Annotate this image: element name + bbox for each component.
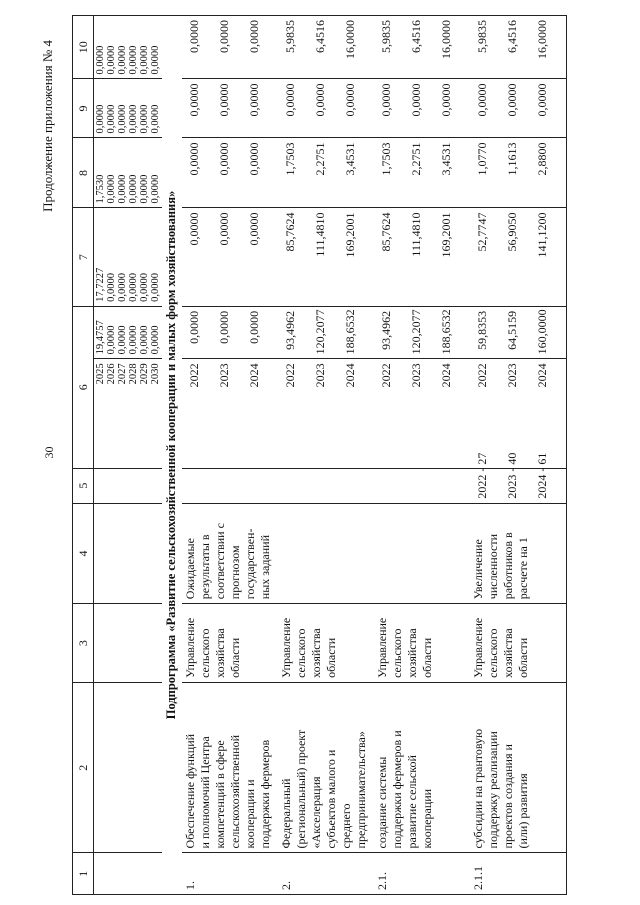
item-federal-value: 141,1200 xyxy=(535,212,549,258)
item-year-value: 2023 xyxy=(217,363,231,388)
item-name-line: проектов создания и xyxy=(501,744,515,849)
continued-rows xyxy=(94,16,163,895)
continued-c10 xyxy=(94,16,163,79)
item-federal xyxy=(470,208,567,306)
value-cell: 0,0000 xyxy=(106,45,117,75)
item-local-value: 0,0000 xyxy=(187,83,201,117)
item-indicator xyxy=(470,452,567,503)
item-year-value: 2022 xyxy=(187,363,201,388)
item-local-value: 0,0000 xyxy=(535,83,549,117)
item-federal xyxy=(374,208,470,306)
item-year-value: 2023 xyxy=(313,363,327,388)
page-number: 30 xyxy=(42,446,56,459)
item-regional-value: 2,8800 xyxy=(535,142,549,176)
item-local-value: 0,0000 xyxy=(475,83,489,117)
item-executor-line: области xyxy=(516,637,530,678)
item-total-value: 93,4962 xyxy=(283,310,297,350)
item-year xyxy=(470,359,567,468)
value-cell: 0,0000 xyxy=(128,104,139,134)
item-regional-value: 0,0000 xyxy=(187,142,201,176)
item-name-line: компетенций в сфере xyxy=(213,740,227,849)
item-regional-value: 1,1613 xyxy=(505,142,519,176)
item-local xyxy=(374,79,470,138)
item-year-value: 2024 xyxy=(343,363,357,388)
value-cell: 0,0000 xyxy=(95,45,106,75)
item-executor xyxy=(182,604,278,683)
item-name-line: «Акселерация xyxy=(309,776,323,849)
item-regional-value: 1,7503 xyxy=(283,142,297,176)
year-cell: 2029 xyxy=(139,363,150,385)
item-name-line: субсидии на грантовую xyxy=(471,728,485,849)
item-indicator-value xyxy=(439,473,469,499)
item-federal-value: 169,2001 xyxy=(343,212,357,258)
value-cell: 0,0000 xyxy=(117,174,128,204)
year-cell: 2025 xyxy=(95,363,106,385)
year-cell: 2028 xyxy=(128,363,139,385)
header-cell-9: 9 xyxy=(73,79,94,138)
item-other xyxy=(470,16,567,79)
item-name-line: (или) развития xyxy=(516,773,530,849)
item-indicator-value xyxy=(247,473,277,499)
item-year xyxy=(278,359,374,468)
item-other-value: 6,4516 xyxy=(505,20,519,53)
item-total xyxy=(470,306,567,358)
item-name-line: среднего xyxy=(339,803,353,849)
item-local-value: 0,0000 xyxy=(505,83,519,117)
continued-c6 xyxy=(94,306,163,358)
item-other-value: 0,0000 xyxy=(247,20,261,53)
item-regional-value: 3,4531 xyxy=(439,142,453,176)
item-name-line: развитие сельской xyxy=(405,755,419,849)
item-total xyxy=(278,306,374,358)
item-executor xyxy=(374,604,470,683)
continued-c8 xyxy=(94,138,163,208)
value-cell: 0,0000 xyxy=(95,104,106,134)
item-federal-value: 111,4810 xyxy=(313,212,327,257)
item-indicator-value xyxy=(313,473,343,499)
continued-name xyxy=(94,682,163,853)
value-cell: 0,0000 xyxy=(150,272,161,302)
item-regional xyxy=(278,138,374,208)
value-cell: 0,0000 xyxy=(106,272,117,302)
value-cell: 0,0000 xyxy=(106,174,117,204)
item-other-value: 16,0000 xyxy=(439,20,453,59)
value-cell: 0,0000 xyxy=(150,325,161,355)
item-name-line: создание системы xyxy=(375,756,389,849)
item-year-value: 2023 xyxy=(505,363,519,388)
item-executor-line: сельского xyxy=(294,628,308,678)
table-row xyxy=(278,16,374,895)
item-indicator xyxy=(182,468,278,503)
item-result-line: работников в xyxy=(501,532,515,600)
item-year-value: 2024 xyxy=(535,363,549,388)
item-other-value: 5,9835 xyxy=(475,20,489,53)
item-year xyxy=(182,359,278,468)
item-regional xyxy=(470,138,567,208)
item-executor-line: области xyxy=(324,637,338,678)
item-number: 2.1.1 xyxy=(470,853,567,895)
item-indicator-value xyxy=(217,473,247,499)
item-result-line: Увеличение xyxy=(471,539,485,600)
item-executor-line: сельского xyxy=(486,628,500,678)
header-cell-1: 1 xyxy=(73,853,94,895)
program-table xyxy=(72,15,567,895)
year-cell: 2027 xyxy=(117,363,128,385)
continued-exec xyxy=(94,604,163,683)
value-cell: 1,7530 xyxy=(95,174,106,204)
item-executor-line: хозяйства xyxy=(213,628,227,678)
item-federal-value: 0,0000 xyxy=(247,212,261,246)
table-row xyxy=(470,16,567,895)
item-local-value: 0,0000 xyxy=(439,83,453,117)
value-cell: 0,0000 xyxy=(139,174,150,204)
item-regional-value: 2,2751 xyxy=(313,142,327,176)
item-other-value: 5,9835 xyxy=(379,20,393,53)
item-name xyxy=(278,682,374,853)
item-total-value: 120,2077 xyxy=(313,309,327,355)
item-executor-line: области xyxy=(228,637,242,678)
item-total-value: 0,0000 xyxy=(217,310,231,344)
item-name-line: поддержку реализации xyxy=(486,731,500,849)
item-number: 2. xyxy=(278,853,374,895)
item-name xyxy=(470,682,567,853)
item-regional xyxy=(182,138,278,208)
item-total-value: 93,4962 xyxy=(379,310,393,350)
item-total-value: 188,6532 xyxy=(343,309,357,355)
item-total-value: 0,0000 xyxy=(187,310,201,344)
continued-result xyxy=(94,503,163,604)
item-total-value: 160,0000 xyxy=(535,309,549,355)
value-cell: 0,0000 xyxy=(128,325,139,355)
item-name-line: поддержки фермеров и xyxy=(390,730,404,849)
item-local xyxy=(182,79,278,138)
item-name-line: сельскохозяйственной xyxy=(228,734,242,849)
item-local-value: 0,0000 xyxy=(409,83,423,117)
item-total-value: 120,2077 xyxy=(409,309,423,355)
header-cell-10: 10 xyxy=(73,16,94,79)
value-cell: 0,0000 xyxy=(139,45,150,75)
item-local xyxy=(278,79,374,138)
item-federal-value: 0,0000 xyxy=(187,212,201,246)
item-year-value: 2022 xyxy=(379,363,393,388)
value-cell: 0,0000 xyxy=(128,45,139,75)
header-cell-4: 4 xyxy=(73,503,94,604)
value-cell: 0,0000 xyxy=(117,45,128,75)
item-other-value: 0,0000 xyxy=(187,20,201,53)
value-cell: 0,0000 xyxy=(117,104,128,134)
subprogram-title: Подпрограмма «Развитие сельскохозяйственной кооперации и малых форм хозяйствования» xyxy=(162,16,182,895)
item-federal-value: 111,4810 xyxy=(409,212,423,257)
continued-c7 xyxy=(94,208,163,306)
header-cell-3: 3 xyxy=(73,604,94,683)
continued-num xyxy=(94,853,163,895)
continued-indicator xyxy=(94,468,163,503)
item-local-value: 0,0000 xyxy=(343,83,357,117)
item-executor-line: сельского xyxy=(198,628,212,678)
item-indicator-value: 2024 - 61 xyxy=(535,452,549,499)
value-cell: 0,0000 xyxy=(106,104,117,134)
item-local-value: 0,0000 xyxy=(283,83,297,117)
item-local-value: 0,0000 xyxy=(379,83,393,117)
value-cell: 0,0000 xyxy=(106,325,117,355)
item-indicator xyxy=(278,468,374,503)
item-regional-value: 0,0000 xyxy=(217,142,231,176)
item-regional-value: 2,2751 xyxy=(409,142,423,176)
item-executor xyxy=(278,604,374,683)
item-total-value: 64,5159 xyxy=(505,310,519,350)
item-name-line: субъектов малого и xyxy=(324,749,338,849)
year-cell: 2030 xyxy=(150,363,161,385)
item-result-line: соответствии с xyxy=(213,523,227,600)
item-year-value: 2022 xyxy=(283,363,297,388)
item-executor-line: хозяйства xyxy=(405,628,419,678)
item-result xyxy=(182,503,278,604)
item-other xyxy=(182,16,278,79)
item-result-line: прогнозом xyxy=(228,545,242,600)
item-executor xyxy=(470,604,567,683)
header-cell-6: 6 xyxy=(73,306,94,468)
item-federal-value: 0,0000 xyxy=(217,212,231,246)
header-row xyxy=(73,16,94,895)
item-number: 1. xyxy=(182,853,278,895)
value-cell: 0,0000 xyxy=(139,325,150,355)
year-cell: 2026 xyxy=(106,363,117,385)
item-indicator-value xyxy=(409,473,439,499)
item-federal-value: 56,9050 xyxy=(505,212,519,252)
item-year-value: 2023 xyxy=(409,363,423,388)
item-other-value: 6,4516 xyxy=(409,20,423,53)
item-name-line: (региональный) проект xyxy=(294,729,308,849)
item-federal-value: 85,7624 xyxy=(379,212,393,252)
item-executor-line: хозяйства xyxy=(309,628,323,678)
item-indicator-value xyxy=(343,473,373,499)
item-local-value: 0,0000 xyxy=(247,83,261,117)
item-indicator-value xyxy=(183,473,217,499)
table-row xyxy=(374,16,470,895)
item-federal-value: 85,7624 xyxy=(283,212,297,252)
value-cell: 0,0000 xyxy=(150,174,161,204)
item-other-value: 16,0000 xyxy=(535,20,549,59)
continued-c9 xyxy=(94,79,163,138)
item-indicator-value xyxy=(375,473,409,499)
item-executor-line: Управление xyxy=(279,617,293,678)
item-federal xyxy=(278,208,374,306)
item-name-line: кооперации xyxy=(420,788,434,849)
item-regional xyxy=(374,138,470,208)
item-result-line: государствен- xyxy=(243,528,257,600)
item-name-line: предпринимательства» xyxy=(354,731,368,849)
continued-years xyxy=(94,359,163,468)
item-year-value: 2022 xyxy=(475,363,489,388)
item-other xyxy=(278,16,374,79)
item-result-line: Ожидаемые xyxy=(183,538,197,600)
item-federal-value: 169,2001 xyxy=(439,212,453,258)
item-executor-line: Управление xyxy=(471,617,485,678)
value-cell: 17,7227 xyxy=(95,267,106,302)
item-name-line: Федеральный xyxy=(279,778,293,849)
item-executor-line: Управление xyxy=(375,617,389,678)
item-local-value: 0,0000 xyxy=(217,83,231,117)
item-name-line: поддержки фермеров xyxy=(258,739,272,849)
item-local xyxy=(470,79,567,138)
item-name-line: Обеспечение функций xyxy=(183,733,197,849)
item-indicator-value xyxy=(279,473,313,499)
item-other xyxy=(374,16,470,79)
item-regional-value: 3,4531 xyxy=(343,142,357,176)
item-other-value: 16,0000 xyxy=(343,20,357,59)
value-cell: 0,0000 xyxy=(117,325,128,355)
item-result xyxy=(278,503,374,604)
item-total xyxy=(182,306,278,358)
item-regional-value: 0,0000 xyxy=(247,142,261,176)
item-federal-value: 52,7747 xyxy=(475,212,489,252)
item-name-line: кооперации и xyxy=(243,779,257,849)
item-year-value: 2024 xyxy=(247,363,261,388)
item-other-value: 0,0000 xyxy=(217,20,231,53)
item-name xyxy=(182,682,278,853)
value-cell: 19,4757 xyxy=(95,320,106,355)
item-result-line: численности xyxy=(486,533,500,600)
appendix-note: Продолжение приложения № 4 xyxy=(40,40,55,212)
item-name-line: и полномочий Центра xyxy=(198,736,212,849)
item-result-line: расчете на 1 xyxy=(516,537,530,600)
item-executor-line: Управление xyxy=(183,617,197,678)
item-total-value: 0,0000 xyxy=(247,310,261,344)
value-cell: 0,0000 xyxy=(117,272,128,302)
item-other-value: 6,4516 xyxy=(313,20,327,53)
item-federal xyxy=(182,208,278,306)
value-cell: 0,0000 xyxy=(139,104,150,134)
item-total-value: 188,6532 xyxy=(439,309,453,355)
table-body xyxy=(94,16,567,895)
item-result-line: ных заданий xyxy=(258,534,272,600)
item-other-value: 5,9835 xyxy=(283,20,297,53)
item-indicator-value: 2023 - 40 xyxy=(505,452,519,499)
header-cell-8: 8 xyxy=(73,138,94,208)
value-cell: 0,0000 xyxy=(128,272,139,302)
value-cell: 0,0000 xyxy=(150,104,161,134)
item-executor-line: области xyxy=(420,637,434,678)
item-year-value: 2024 xyxy=(439,363,453,388)
item-result xyxy=(470,503,567,604)
value-cell: 0,0000 xyxy=(150,45,161,75)
value-cell: 0,0000 xyxy=(139,272,150,302)
item-total xyxy=(374,306,470,358)
item-result xyxy=(374,503,470,604)
item-name xyxy=(374,682,470,853)
header-cell-5: 5 xyxy=(73,468,94,503)
item-local-value: 0,0000 xyxy=(313,83,327,117)
item-year xyxy=(374,359,470,468)
subprogram-row xyxy=(162,16,182,895)
value-cell: 0,0000 xyxy=(128,174,139,204)
header-cell-2: 2 xyxy=(73,682,94,853)
item-indicator xyxy=(374,468,470,503)
item-regional-value: 1,7503 xyxy=(379,142,393,176)
item-number: 2.1. xyxy=(374,853,470,895)
item-regional-value: 1,0770 xyxy=(475,142,489,176)
table-row xyxy=(182,16,278,895)
item-result-line: результаты в xyxy=(198,534,212,600)
item-total-value: 59,8353 xyxy=(475,310,489,350)
item-executor-line: сельского xyxy=(390,628,404,678)
header-cell-7: 7 xyxy=(73,208,94,306)
item-indicator-value: 2022 - 27 xyxy=(475,452,489,499)
item-executor-line: хозяйства xyxy=(501,628,515,678)
